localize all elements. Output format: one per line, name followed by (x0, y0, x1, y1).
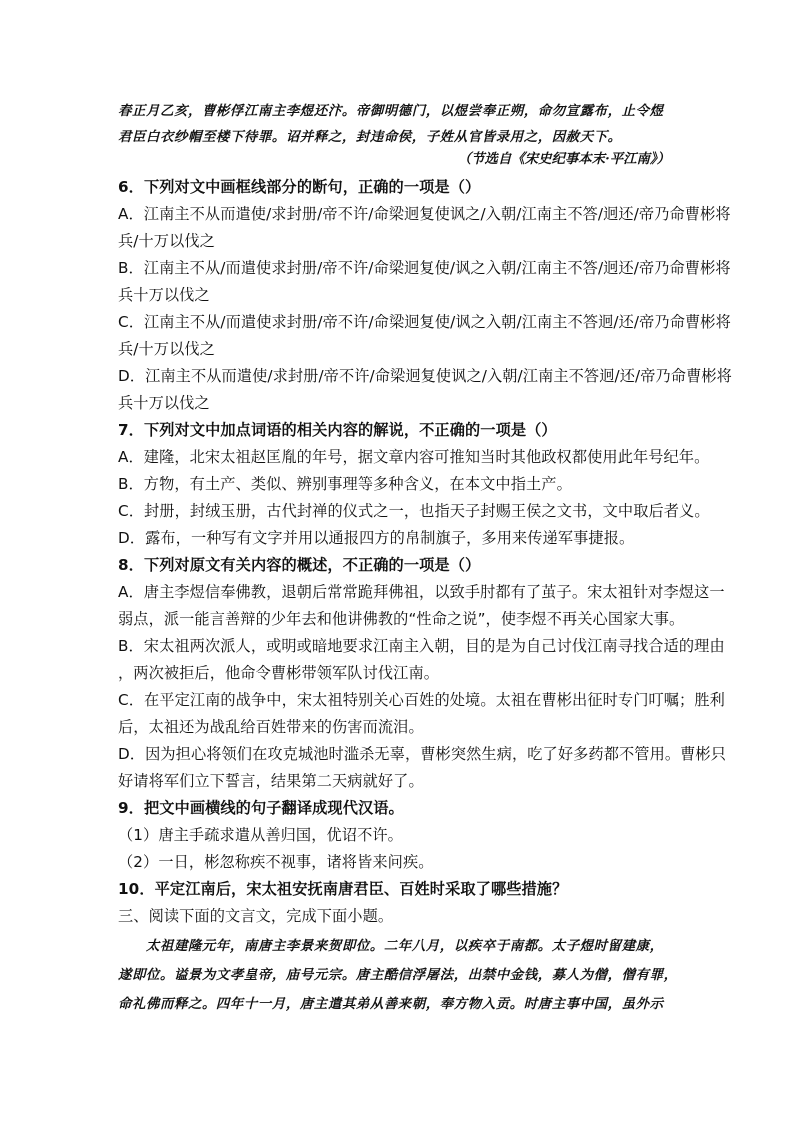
question-9-stem: 9．把文中画横线的句子翻译成现代汉语。 (118, 799, 404, 817)
q8-option-a-line-2: 弱点，派一能言善辩的少年去和他讲佛教的“性命之说”，使李煜不再关心国家大事。 (118, 610, 685, 628)
q8-option-b-line-1: B．宋太祖两次派人，或明或暗地要求江南主入朝，目的是为自己讨伐江南寻找合适的理由 (118, 637, 725, 655)
section-3-heading: 三、阅读下面的文言文，完成下面小题。 (118, 907, 394, 925)
q8-option-a-line-1: A．唐主李煜信奉佛教，退朝后常常跪拜佛祖，以致手肘都有了茧子。宋太祖针对李煜这一 (118, 583, 725, 601)
q8-option-d-line-2: 好请将军们立下誓言，结果第二天病就好了。 (118, 772, 424, 790)
q7-option-d: D．露布，一种写有文字并用以通报四方的帛制旗子，多用来传递军事捷报。 (118, 529, 635, 547)
passage-source: （节选自《宋史纪事本末·平江南》） (457, 151, 670, 167)
q8-option-d-line-1: D．因为担心将领们在攻克城池时滥杀无辜，曹彬突然生病，吃了好多药都不管用。曹彬只 (118, 745, 727, 763)
q6-option-b-line-2: 兵十万以伐之 (118, 286, 210, 304)
passage-2-line-1: 太祖建隆元年，南唐主李景来贺即位。二年八月，以疾卒于南都。太子煜时留建康， (118, 938, 664, 954)
question-7-stem: 7．下列对文中加点词语的相关内容的解说，不正确的一项是（） (118, 421, 557, 439)
q7-option-a: A．建隆，北宋太祖赵匡胤的年号，据文章内容可推知当时其他政权都使用此年号纪年。 (118, 448, 710, 466)
q8-option-c-line-1: C．在平定江南的战争中，宋太祖特别关心百姓的处境。太祖在曹彬出征时专门叮嘱；胜利 (118, 691, 725, 709)
passage-end-line-1: 春正月乙亥，曹彬俘江南主李煜还汴。帝御明德门，以煜尝奉正朔，命勿宣露布，止令煜 (118, 103, 664, 119)
passage-end-line-2: 君臣白衣纱帽至楼下待罪。诏并释之，封违命侯，子姓从官皆录用之，因赦天下。 (118, 129, 622, 145)
q7-option-c: C．封册，封绒玉册，古代封禅的仪式之一，也指天子封赐王侯之文书，文中取后者义。 (118, 502, 710, 520)
question-8-stem: 8．下列对原文有关内容的概述，不正确的一项是（） (118, 556, 481, 574)
q6-option-d-line-1: D．江南主不从而遣使/求封册/帝不许/命梁迥复使讽之/入朝/江南主不答迥/还/帝乃命曹彬将 (118, 367, 732, 385)
question-10-stem: 10．平定江南后，宋太祖安抚南唐君臣、百姓时采取了哪些措施？ (118, 880, 568, 898)
q9-sentence-1: （1）唐主手疏求遣从善归国，优诏不许。 (118, 826, 403, 844)
q9-sentence-2: （2）一日，彬忽称疾不视事，诸将皆来问疾。 (118, 853, 434, 871)
q6-option-a-line-1: A．江南主不从而遣使/求封册/帝不许/命梁迥复使讽之/入朝/江南主不答/迥还/帝乃命曹彬将 (118, 205, 731, 223)
q6-option-a-line-2: 兵/十万以伐之 (118, 232, 215, 250)
q7-option-b: B．方物，有土产、类似、辨别事理等多种含义，在本文中指土产。 (118, 475, 572, 493)
q6-option-d-line-2: 兵十万以伐之 (118, 394, 210, 412)
q8-option-c-line-2: 后，太祖还为战乱给百姓带来的伤害而流泪。 (118, 718, 424, 736)
passage-2-line-3: 命礼佛而释之。四年十一月，唐主遣其弟从善来朝，奉方物入贡。时唐主事中国，虽外示 (118, 996, 664, 1012)
q6-option-c-line-1: C．江南主不从/而遣使求封册/帝不许/命梁迥复使/讽之入朝/江南主不答迥/还/帝乃命曹彬将 (118, 313, 731, 331)
q6-option-c-line-2: 兵/十万以伐之 (118, 340, 215, 358)
question-6-stem: 6．下列对文中画框线部分的断句，正确的一项是（） (118, 178, 481, 196)
q8-option-b-line-2: ，两次被拒后，他命令曹彬带领军队讨伐江南。 (118, 664, 440, 682)
passage-2-line-2: 遂即位。谥景为文孝皇帝，庙号元宗。唐主酷信浮屠法，出禁中金钱，募人为僧，僧有罪， (118, 967, 678, 983)
q6-option-b-line-1: B．江南主不从/而遣使求封册/帝不许/命梁迥复使/讽之入朝/江南主不答/迥还/帝乃命曹彬将 (118, 259, 731, 277)
